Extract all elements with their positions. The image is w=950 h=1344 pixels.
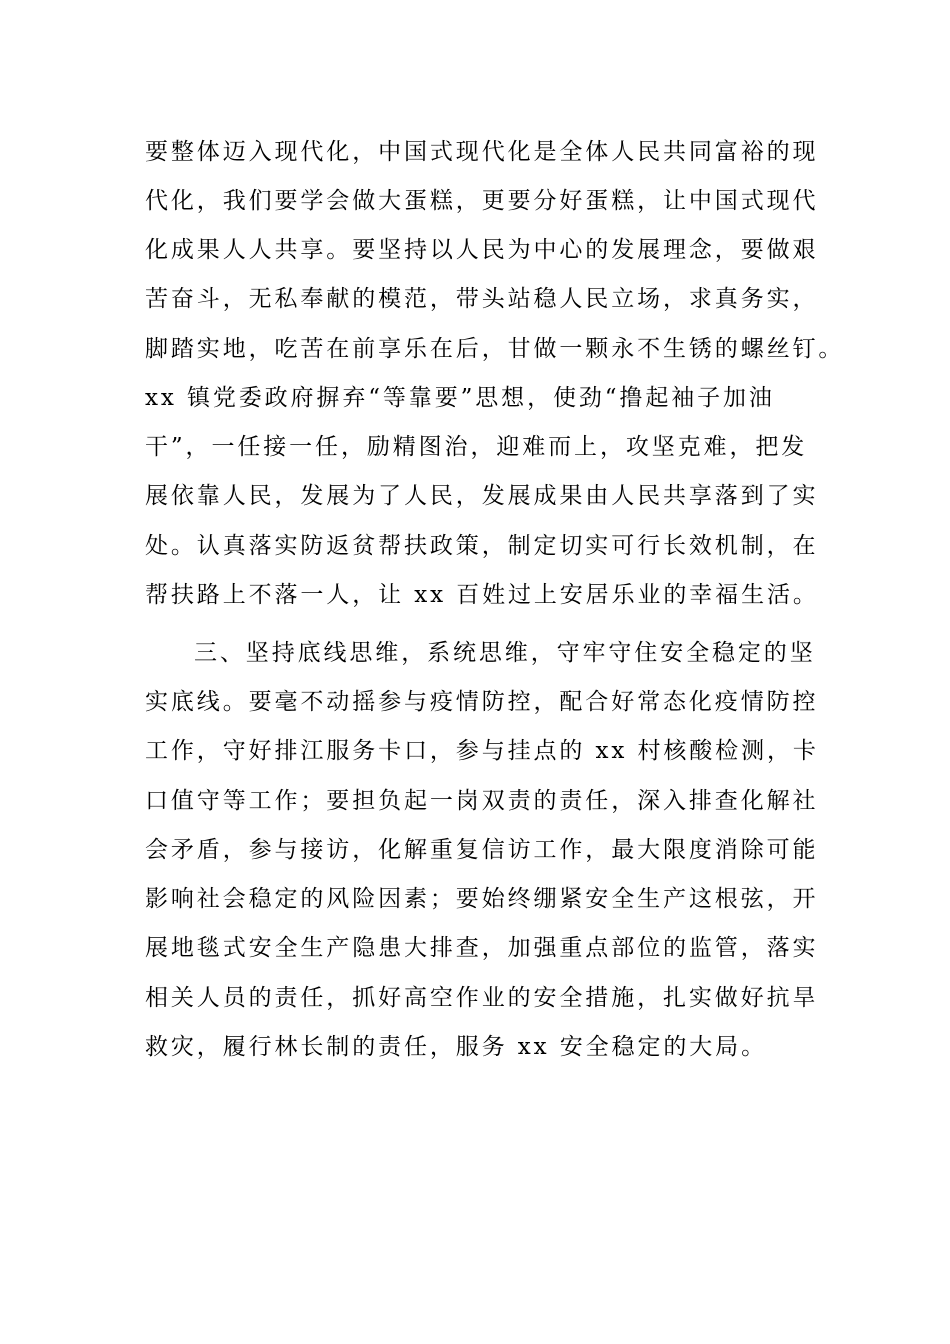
text-line: 救灾，履行林长制的责任，服务 xx 安全稳定的大局。 <box>145 1034 767 1060</box>
text-line: 干”，一任接一任，励精图治，迎难而上，攻坚克难，把发 <box>145 434 808 460</box>
text-line: 脚踏实地，吃苦在前享乐在后，甘做一颗永不生锈的螺丝钉。 <box>145 336 845 362</box>
text-line: 展依靠人民，发展为了人民，发展成果由人民共享落到了实 <box>145 483 819 509</box>
text-line: 要整体迈入现代化，中国式现代化是全体人民共同富裕的现 <box>145 139 819 165</box>
text-line: 影响社会稳定的风险因素；要始终绷紧安全生产这根弦，开 <box>145 886 819 912</box>
text-line: 相关人员的责任，抓好高空作业的安全措施，扎实做好抗旱 <box>145 985 819 1011</box>
paragraph-heading-line: 三、坚持底线思维，系统思维，守牢守住安全稳定的坚 <box>194 640 816 666</box>
text-line: 苦奋斗，无私奉献的模范，带头站稳人民立场，求真务实， <box>145 286 819 312</box>
text-line: 处。认真落实防返贫帮扶政策，制定切实可行长效机制，在 <box>145 533 819 559</box>
text-line: xx 镇党委政府摒弃“等靠要”思想，使劲“撸起袖子加油 <box>145 385 775 411</box>
text-line: 口值守等工作；要担负起一岗双责的责任，深入排查化解社 <box>145 788 819 814</box>
text-line: 会矛盾，参与接访，化解重复信访工作，最大限度消除可能 <box>145 837 819 863</box>
text-line: 代化，我们要学会做大蛋糕，更要分好蛋糕，让中国式现代 <box>145 188 819 214</box>
text-line: 展地毯式安全生产隐患大排查，加强重点部位的监管，落实 <box>145 935 819 961</box>
text-line: 实底线。要毫不动摇参与疫情防控，配合好常态化疫情防控 <box>145 689 819 715</box>
text-line: 工作，守好排江服务卡口，参与挂点的 xx 村核酸检测，卡 <box>145 738 819 764</box>
text-line: 化成果人人共享。要坚持以人民为中心的发展理念，要做艰 <box>145 237 819 263</box>
text-line: 帮扶路上不落一人，让 xx 百姓过上安居乐业的幸福生活。 <box>145 582 819 608</box>
